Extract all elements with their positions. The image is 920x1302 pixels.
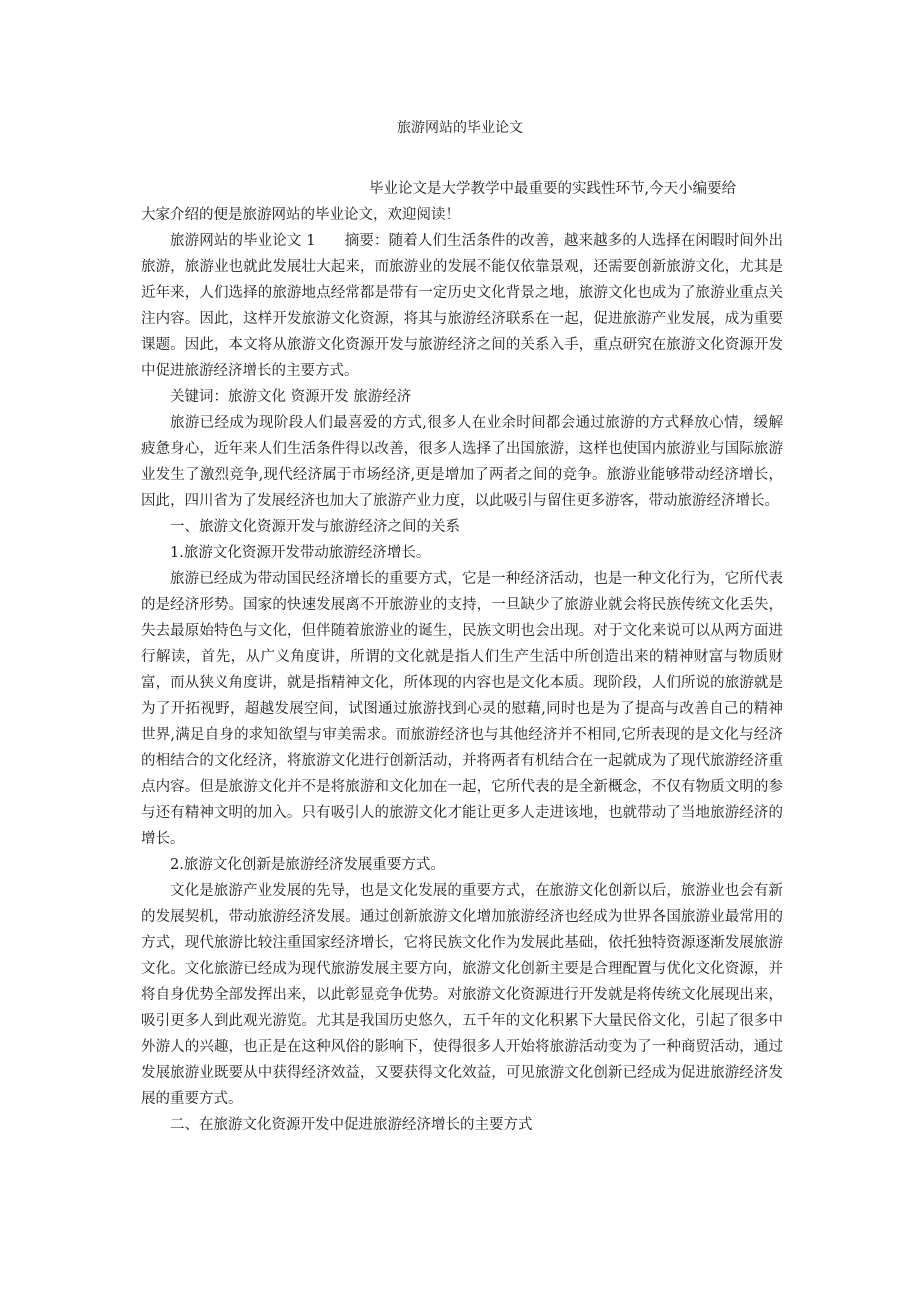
keywords-paragraph: 关键词：旅游文化 资源开发 旅游经济 [170, 389, 412, 405]
abstract-paragraph: 旅游网站的毕业论文 1 摘要：随着人们生活条件的改善，越来越多的人选择在闲暇时间外出旅游，旅游业也就此发展壮大起来，而旅游业的发展不能仅依靠景观，还需要创新旅游文化，尤其是近年来，人们选择的旅游地点经常都是带有一定历史文化背景之地，旅游文化也成为了旅游业重点关注内容。因此，这样开发旅游文化资源，将其与旅游经济联系在一起，促进旅游产业发展，成为重要课题。因此，本文将从旅游文化资源开发与旅游经济之间的关系入手，重点研究在旅游文化资源开发中促进旅游经济增长的主要方式。 [141, 233, 783, 379]
body-paragraph: 旅游已经成为现阶段人们最喜爱的方式,很多人在业余时间都会通过旅游的方式释放心情，缓解疲惫身心，近年来人们生活条件得以改善，很多人选择了出国旅游，这样也使国内旅游业与国际旅游业发生了激烈竞争,现代经济属于市场经济,更是增加了两者之间的竞争。旅游业能够带动经济增长，因此，四川省为了发展经济也加大了旅游产业力度，以此吸引与留住更多游客，带动旅游经济增长。 [141, 415, 783, 509]
section-heading-2: 二、在旅游文化资源开发中促进旅游经济增长的主要方式 [170, 1117, 533, 1133]
body-paragraph: 旅游已经成为带动国民经济增长的重要方式，它是一种经济活动，也是一种文化行为，它所代表的是经济形势。国家的快速发展离不开旅游业的支持，一旦缺少了旅游业就会将民族传统文化丢失，失去最原始特色与文化，但伴随着旅游业的诞生，民族文明也会出现。对于文化来说可以从两方面进行解读，首先，从广义角度讲，所谓的文化就是指人们生产生活中所创造出来的精神财富与物质财富，而从狭义角度讲，就是指精神文化，所体现的内容也是文化本质。现阶段，人们所说的旅游就是为了开拓视野，超越发展空间，试图通过旅游找到心灵的慰藉,同时也是为了提高与改善自己的精神世界,满足自身的求知欲望与审美需求。而旅游经济也与其他经济并不相同,它所表现的是文化与经济的相结合的文化经济，将旅游文化进行创新活动，并将两者有机结合在一起就成为了现代旅游经济重点内容。但是旅游文化并不是将旅游和文化加在一起，它所代表的是全新概念，不仅有物质文明的参与还有精神文明的加入。只有吸引人的旅游文化才能让更多人走进该地，也就带动了当地旅游经济的增长。 [141, 571, 783, 847]
subsection-heading-1: 1.旅游文化资源开发带动旅游经济增长。 [170, 545, 431, 561]
body-paragraph: 文化是旅游产业发展的先导，也是文化发展的重要方式，在旅游文化创新以后，旅游业也会有新的发展契机，带动旅游经济发展。通过创新旅游文化增加旅游经济也经成为世界各国旅游业最常用的方式，现代旅游比较注重国家经济增长，它将民族文化作为发展此基础，依托独特资源逐渐发展旅游文化。文化旅游已经成为现代旅游发展主要方向，旅游文化创新主要是合理配置与优化文化资源，并将自身优势全部发挥出来，以此彰显竞争优势。对旅游文化资源进行开发就是将传统文化展现出来，吸引更多人到此观光游览。尤其是我国历史悠久，五千年的文化积累下大量民俗文化，引起了很多中外游人的兴趣，也正是在这种风俗的影响下，使得很多人开始将旅游活动变为了一种商贸活动，通过发展旅游业既要从中获得经济效益，又要获得文化效益，可见旅游文化创新已经成为促进旅游经济发展的重要方式。 [141, 883, 783, 1107]
intro-paragraph [141, 176, 783, 228]
subsection-heading-2: 2.旅游文化创新是旅游经济发展重要方式。 [170, 857, 445, 873]
intro-line-1: 毕业论文是大学教学中最重要的实践性环节,今天小编要给 [369, 181, 737, 197]
document-title: 旅游网站的毕业论文 [397, 120, 523, 136]
intro-line-2: 大家介绍的便是旅游网站的毕业论文，欢迎阅读！ [141, 207, 460, 223]
section-heading-1: 一、旅游文化资源开发与旅游经济之间的关系 [170, 519, 460, 535]
document-body [141, 176, 783, 1138]
